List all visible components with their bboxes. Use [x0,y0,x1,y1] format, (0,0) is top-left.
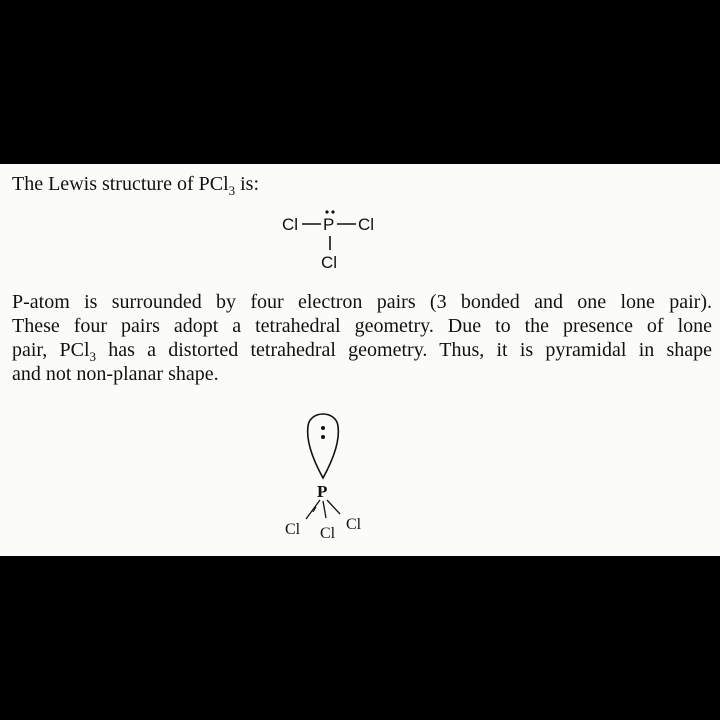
pyramid-center-atom: P [317,482,328,501]
intro-suffix: is: [235,173,260,195]
paragraph-line-3 [12,338,712,362]
document-page [0,164,720,556]
pyramid-middle-atom: Cl [320,525,336,542]
lewis-center-atom: P [323,215,335,234]
intro-prefix: The Lewis structure of PCl [12,173,229,195]
bond-to-left-cl [306,500,320,519]
line3-suffix: has a distorted tetrahedral geometry. Thus, it is pyramidal in shape [96,339,713,361]
pyramidal-shape-diagram [268,396,388,556]
lewis-structure-diagram [270,196,390,286]
line3-prefix: pair, PCl [12,339,90,361]
bond-to-right-cl [327,500,340,514]
lobe-dot-top [321,426,325,430]
lobe-dot-bottom [321,435,325,439]
intro-line [12,172,259,196]
lone-pair-dot-left [325,210,328,213]
lewis-left-atom: Cl [282,215,299,234]
lewis-right-atom: Cl [358,215,375,234]
lewis-bottom-atom: Cl [321,253,338,272]
paragraph-line-2: These four pairs adopt a tetrahedral geometry. Due to the presence of lone [12,315,712,337]
pyramid-right-atom: Cl [346,516,362,533]
paragraph-line-4: and not non-planar shape. [12,363,219,385]
intro-subscript: 3 [228,183,236,198]
pyramid-left-atom: Cl [285,521,301,538]
line3-subscript: 3 [89,349,97,364]
bond-to-middle-cl [323,501,326,518]
explanation-paragraph [12,290,712,386]
lone-pair-lobe [308,414,339,478]
paragraph-line-1: P-atom is surrounded by four electron pairs (3 bonded and one lone pair). [12,291,712,313]
lone-pair-dot-right [331,210,334,213]
